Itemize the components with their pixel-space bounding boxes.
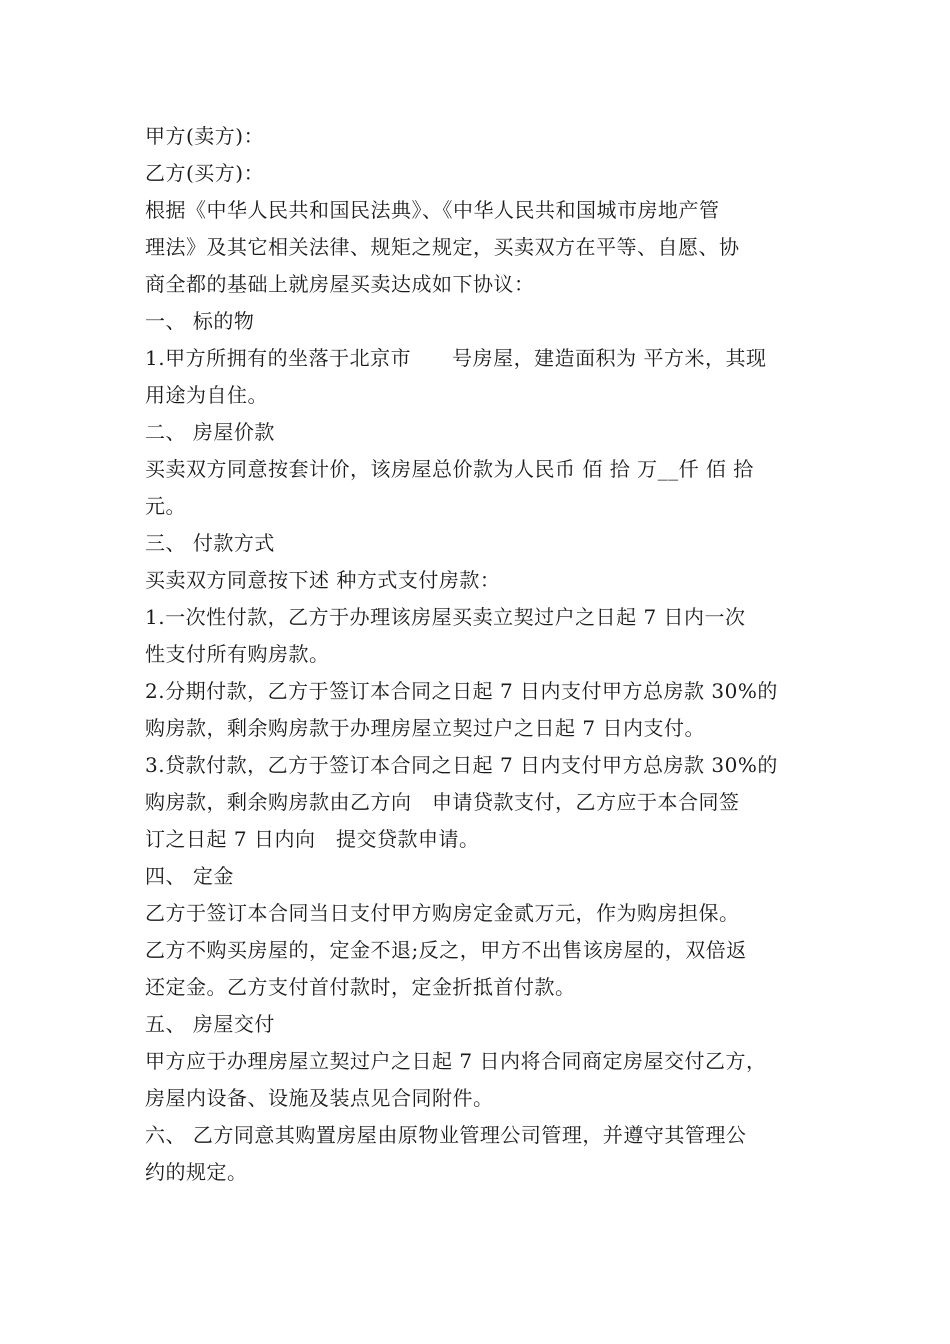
contract-body [145,118,815,1191]
preamble-line-2: 理法》及其它相关法律、规矩之规定，买卖双方在平等、自愿、协 [145,235,740,259]
section-six-line-2: 约的规定。 [145,1160,248,1184]
section-heading-subject: 一、 标的物 [145,309,255,333]
payment-option-3-line-2: 购房款，剩余购房款由乙方向 申请贷款支付，乙方应于本合同签 [145,790,740,814]
seller-party-line: 甲方(卖方)： [145,124,265,148]
delivery-clause-line-1: 甲方应于办理房屋立契过户之日起 7 日内将合同商定房屋交付乙方， [145,1049,767,1073]
section-heading-delivery: 五、 房屋交付 [145,1012,275,1036]
section-heading-payment: 三、 付款方式 [145,531,275,555]
deposit-clause-line-1: 乙方于签订本合同当日支付甲方购房定金贰万元，作为购房担保。 [145,901,740,925]
subject-clause-line-2: 用途为自住。 [145,383,268,407]
payment-option-1-line-1: 1.一次性付款，乙方于办理该房屋买卖立契过户之日起 7 日内一次 [145,605,746,629]
payment-option-2-line-2: 购房款，剩余购房款于办理房屋立契过户之日起 7 日内支付。 [145,716,705,740]
payment-option-2-line-1: 2.分期付款，乙方于签订本合同之日起 7 日内支付甲方总房款 30%的 [145,679,778,703]
section-heading-deposit: 四、 定金 [145,864,234,888]
payment-option-3-line-1: 3.贷款付款，乙方于签订本合同之日起 7 日内支付甲方总房款 30%的 [145,753,778,777]
price-clause-line-1: 买卖双方同意按套计价，该房屋总价款为人民币 佰 拾 万__仟 佰 拾 [145,457,754,481]
payment-intro-line: 买卖双方同意按下述 种方式支付房款： [145,568,501,592]
subject-clause-line-1: 1.甲方所拥有的坐落于北京市 号房屋，建造面积为 平方米，其现 [145,346,767,370]
buyer-party-line: 乙方(买方)： [145,161,265,185]
payment-option-3-line-3: 订之日起 7 日内向 提交贷款申请。 [145,827,480,851]
price-clause-line-2: 元。 [145,494,186,518]
preamble-line-3: 商全都的基础上就房屋买卖达成如下协议： [145,272,535,296]
section-six-line-1: 六、 乙方同意其购置房屋由原物业管理公司管理，并遵守其管理公 [145,1123,747,1147]
payment-option-1-line-2: 性支付所有购房款。 [145,642,330,666]
section-heading-price: 二、 房屋价款 [145,420,275,444]
delivery-clause-line-2: 房屋内设备、设施及装点见合同附件。 [145,1086,494,1110]
deposit-clause-line-2: 乙方不购买房屋的，定金不退;反之，甲方不出售该房屋的，双倍返 [145,938,747,962]
preamble-line-1: 根据《中华人民共和国民法典》、《中华人民共和国城市房地产管 [145,198,720,222]
deposit-clause-line-3: 还定金。乙方支付首付款时，定金折抵首付款。 [145,975,576,999]
